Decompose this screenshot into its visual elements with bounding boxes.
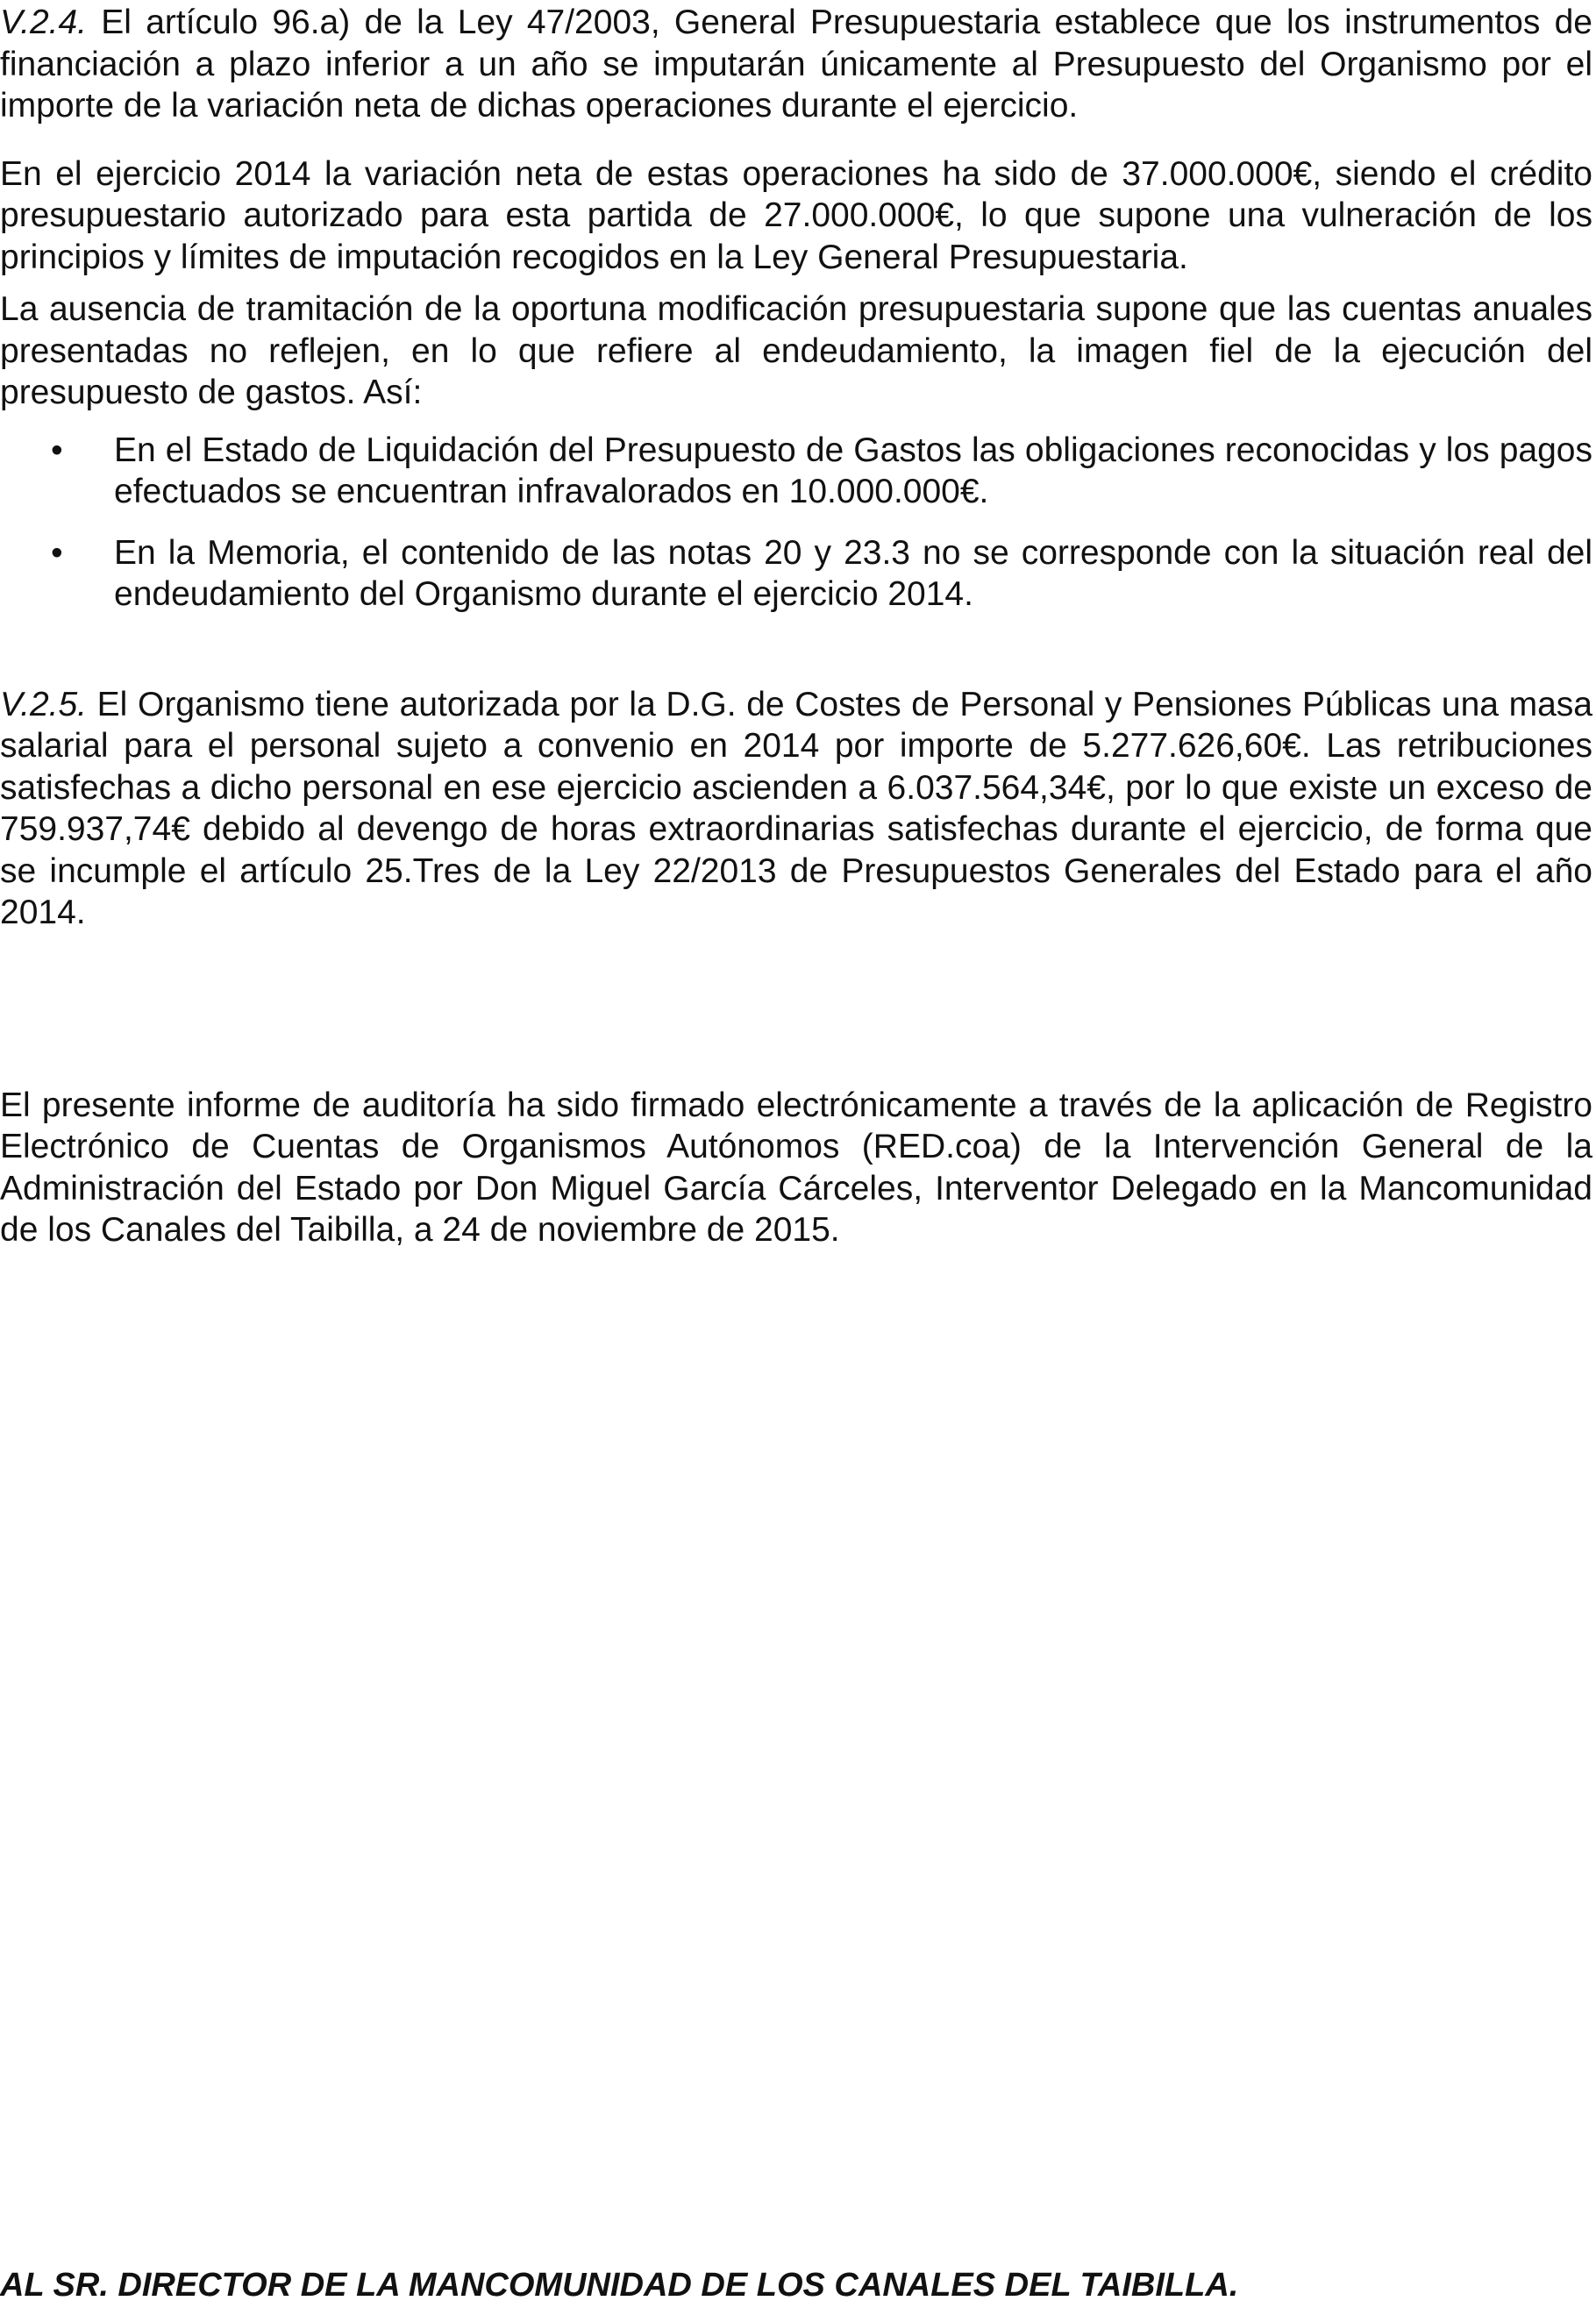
list-item-text: En el Estado de Liquidación del Presupuesto de Gastos las obligaciones reconocidas y los pagos efectuados se encuentran infravalorados en 10.000.000€. xyxy=(114,431,1592,510)
list-item xyxy=(0,532,1592,616)
section-v24-paragraph-3: La ausencia de tramitación de la oportuna modificación presupuestaria supone que las cuentas anuales presentadas no reflejen, en lo que refiere al endeudamiento, la imagen fiel de la ejecución del presupuesto de gastos. Así: xyxy=(0,290,1592,411)
section-v24-intro xyxy=(0,2,1592,127)
list-item xyxy=(0,430,1592,513)
bullet-icon: • xyxy=(51,431,63,469)
list-item-text: En la Memoria, el contenido de las notas 20 y 23.3 no se corresponde con la situación real del endeudamiento del Organismo durante el ejercicio 2014. xyxy=(114,533,1592,613)
bullet-icon: • xyxy=(51,533,63,572)
section-v25-paragraph xyxy=(0,684,1592,934)
section-v24-paragraph-2: En el ejercicio 2014 la variación neta de estas operaciones ha sido de 37.000.000€, siendo el crédito presupuestario autorizado para esta partida de 27.000.000€, lo que supone una vulneración de los principios y límites de imputación recogidos en la Ley General Presupuestaria. xyxy=(0,154,1592,276)
document-body xyxy=(0,2,1592,1251)
section-v25-id: V.2.5. xyxy=(0,685,88,723)
section-v25-text: El Organismo tiene autorizada por la D.G. de Costes de Personal y Pensiones Públicas una masa salarial para el personal sujeto a convenio en 2014 por importe de 5.277.626,60€. Las retribuciones satisfechas a dicho personal en ese ejercicio ascienden a 6.037.564,34€, por lo que existe un exceso de 759.937,74€ debido al devengo de horas extraordinarias satisfechas durante el ejercicio, de forma que se incumple el artículo 25.Tres de la Ley 22/2013 de Presupuestos Generales del Estado para el año 2014. xyxy=(0,685,1592,931)
addressee-footer: AL SR. DIRECTOR DE LA MANCOMUNIDAD DE LOS CANALES DEL TAIBILLA. xyxy=(0,2267,1239,2304)
section-v24-id: V.2.4. xyxy=(0,4,88,41)
signature-paragraph: El presente informe de auditoría ha sido firmado electrónicamente a través de la aplicación de Registro Electrónico de Cuentas de Organismos Autónomos (RED.coa) de la Intervención General de la Administración del Estado por Don Miguel García Cárceles, Interventor Delegado en la Mancomunidad de los Canales del Taibilla, a 24 de noviembre de 2015. xyxy=(0,1086,1592,1249)
section-v24-bullet-list xyxy=(0,430,1592,616)
section-v24-intro-text: El artículo 96.a) de la Ley 47/2003, General Presupuestaria establece que los instrumentos de financiación a plazo inferior a un año se imputarán únicamente al Presupuesto del Organismo por el importe de la variación neta de dichas operaciones durante el ejercicio. xyxy=(0,4,1592,125)
